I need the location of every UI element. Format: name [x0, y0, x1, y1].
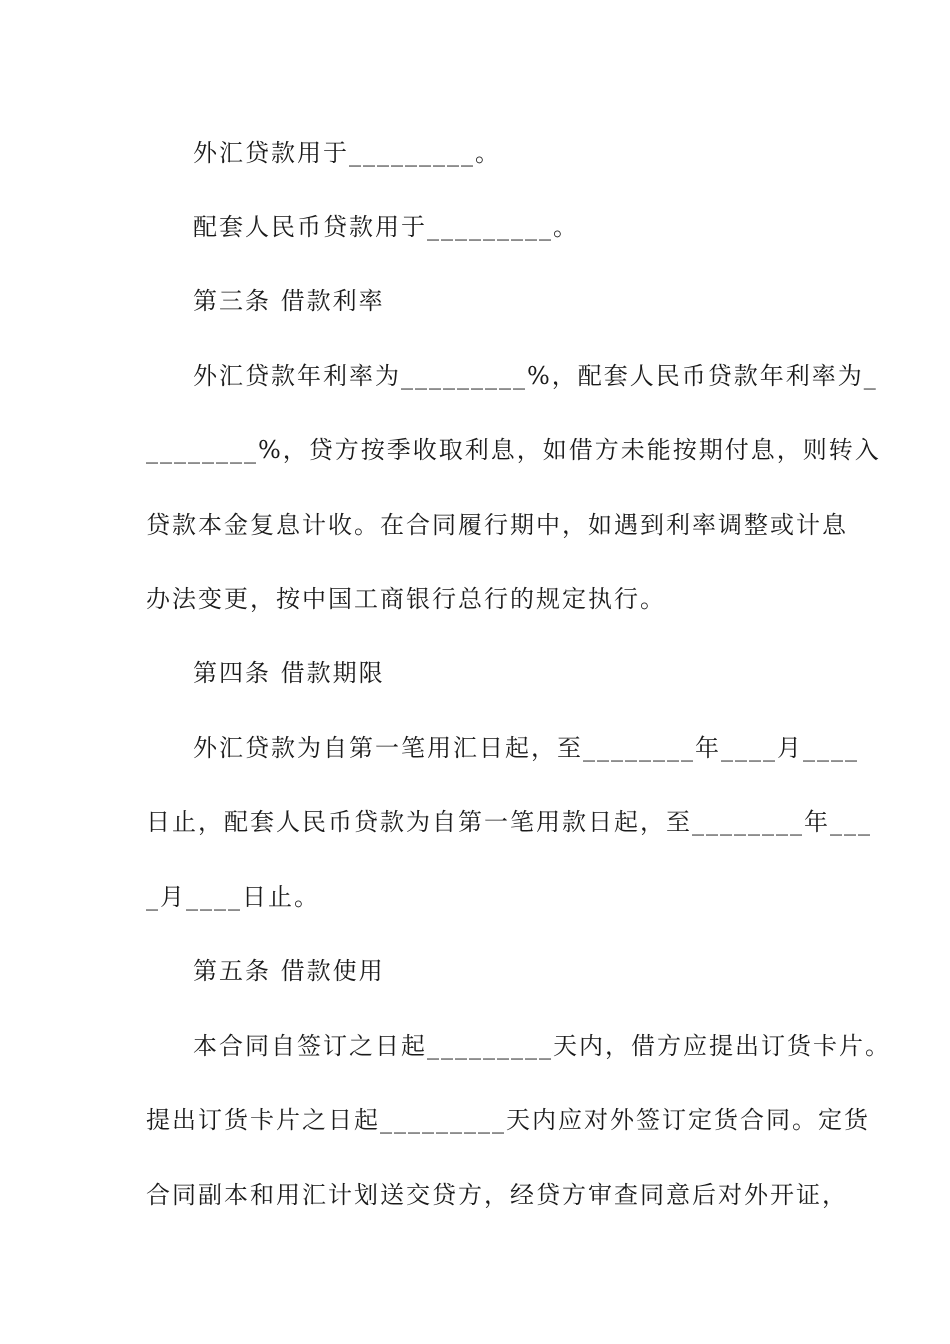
article-3-heading: 第三条 借款利率: [193, 287, 385, 315]
paragraph-forex-loan-use: 外汇贷款用于_________。: [193, 139, 501, 167]
article-4-text-line-2: 日止，配套人民币贷款为自第一笔用款日起，至________年___: [146, 808, 872, 836]
article-5-text-line-3: 合同副本和用汇计划送交贷方，经贷方审查同意后对外开证，: [146, 1181, 848, 1209]
article-5-text-line-1: 本合同自签订之日起_________天内，借方应提出订货卡片。: [193, 1032, 891, 1060]
article-3-text-line-4: 办法变更，按中国工商银行总行的规定执行。: [146, 585, 666, 613]
article-3-text-line-1: 外汇贷款年利率为_________%，配套人民币贷款年利率为_: [193, 362, 878, 390]
paragraph-rmb-loan-use: 配套人民币贷款用于_________。: [193, 213, 579, 241]
article-4-heading: 第四条 借款期限: [193, 659, 385, 687]
article-3-text-line-3: 贷款本金复息计收。在合同履行期中，如遇到利率调整或计息: [146, 511, 848, 539]
article-4-text-line-1: 外汇贷款为自第一笔用汇日起，至________年____月____: [193, 734, 859, 762]
article-5-text-line-2: 提出订货卡片之日起_________天内应对外签订定货合同。定货: [146, 1106, 870, 1134]
article-4-text-line-3: _月____日止。: [146, 883, 320, 911]
article-3-text-line-2: ________%，贷方按季收取利息，如借方未能按期付息，则转入: [146, 436, 881, 464]
article-5-heading: 第五条 借款使用: [193, 957, 385, 985]
